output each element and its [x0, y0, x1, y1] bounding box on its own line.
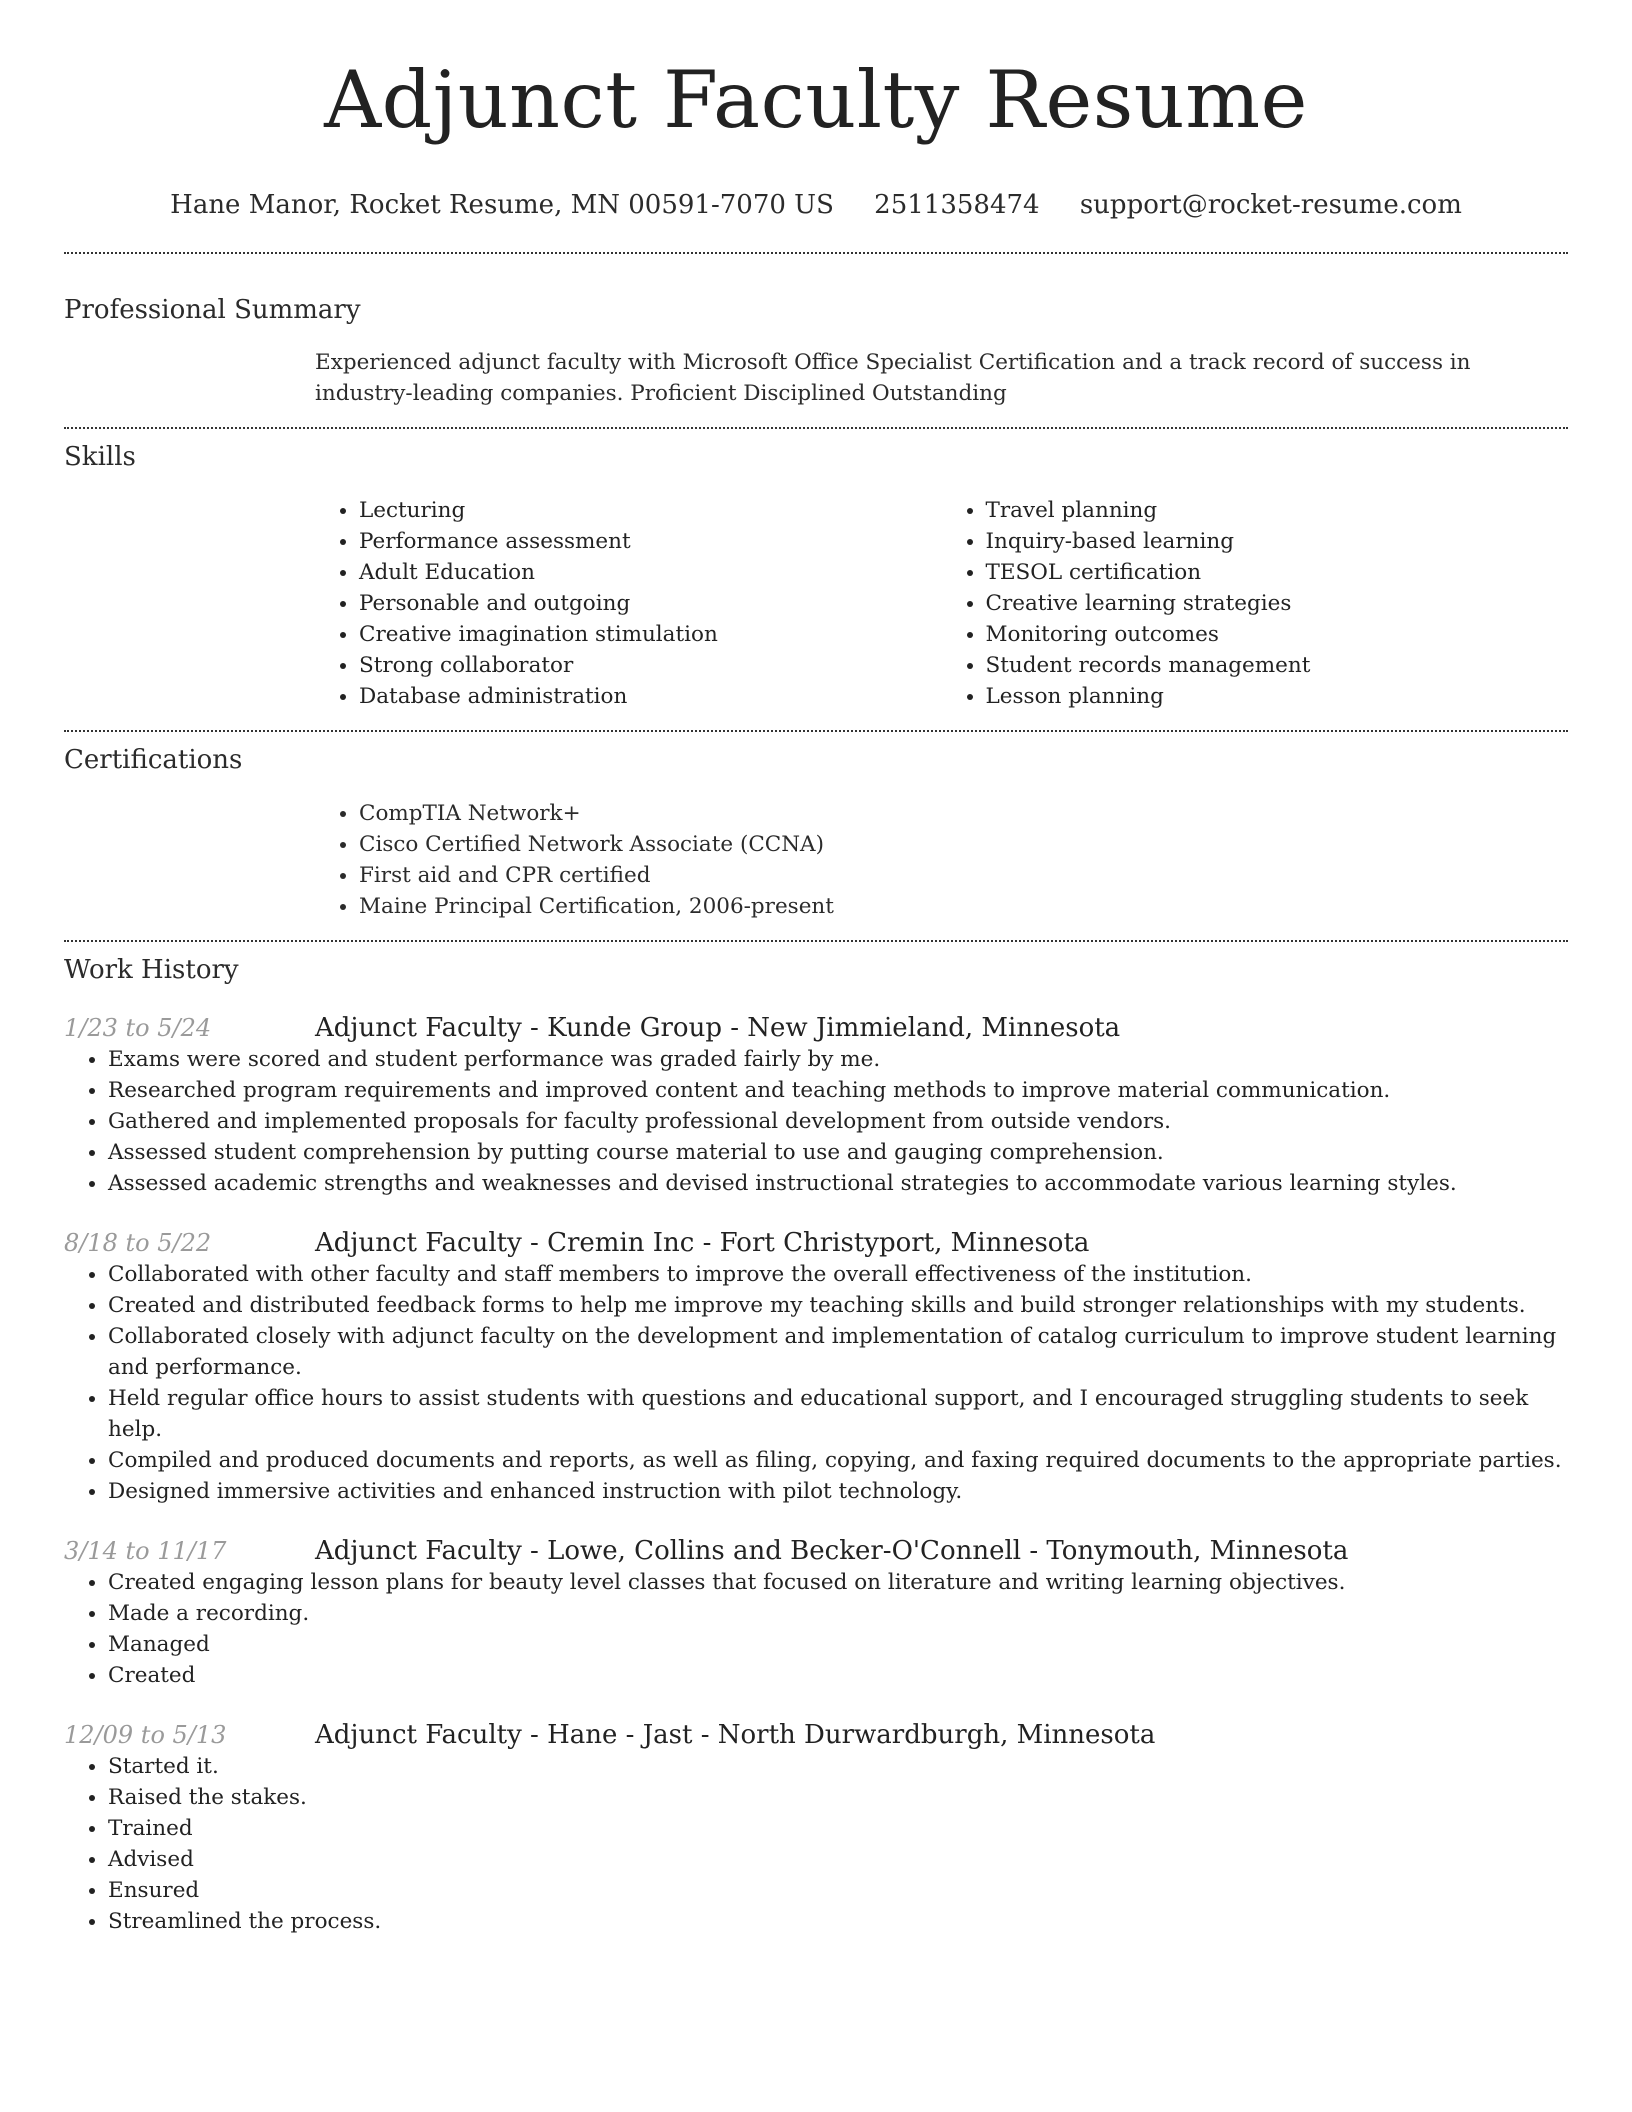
- divider: [64, 427, 1568, 429]
- contact-email: support@rocket-resume.com: [1079, 190, 1462, 220]
- job-dates: 8/18 to 5/22: [64, 1229, 212, 1257]
- certifications-block: [315, 798, 1568, 922]
- list-item: • Lesson planning: [986, 681, 1569, 712]
- certifications-section: [64, 744, 1568, 922]
- skills-section: [64, 441, 1568, 712]
- skills-list-left: [315, 495, 942, 712]
- job-entry: [64, 1535, 1568, 1691]
- section-title-certifications: Certifications: [64, 745, 243, 775]
- list-item: • Personable and outgoing: [359, 588, 942, 619]
- list-item: • Made a recording.: [108, 1598, 1568, 1629]
- job-title: Adjunct Faculty - Hane - Jast - North Durwardburgh, Minnesota: [315, 1720, 1156, 1750]
- work-history-section: [64, 954, 1568, 1937]
- list-item: • Monitoring outcomes: [986, 619, 1569, 650]
- list-item: • Exams were scored and student performance was graded fairly by me.: [108, 1044, 1568, 1075]
- divider: [64, 940, 1568, 942]
- job-entry: [64, 1227, 1568, 1507]
- list-item: • Collaborated with other faculty and staff members to improve the overall effectiveness of the institution.: [108, 1259, 1568, 1290]
- list-item: • Lecturing: [359, 495, 942, 526]
- list-item: • Designed immersive activities and enhanced instruction with pilot technology.: [108, 1476, 1568, 1507]
- list-item: • Trained: [108, 1813, 1568, 1844]
- list-item: • Raised the stakes.: [108, 1782, 1568, 1813]
- skills-list-right: [942, 495, 1569, 712]
- job-dates: 3/14 to 11/17: [64, 1537, 227, 1565]
- summary-text: Experienced adjunct faculty with Microsoft Office Specialist Certification and a track record of success in industry-leading companies. Proficient Disciplined Outstanding: [315, 350, 1471, 406]
- job-entry: [64, 1719, 1568, 1937]
- job-bullets: [64, 1751, 1568, 1937]
- list-item: • Cisco Certified Network Associate (CCNA): [359, 829, 1568, 860]
- job-header: [64, 1535, 1568, 1567]
- job-title: Adjunct Faculty - Cremin Inc - Fort Christyport, Minnesota: [315, 1228, 1090, 1258]
- list-item: • Inquiry-based learning: [986, 526, 1569, 557]
- divider: [64, 252, 1568, 254]
- summary-section: [64, 294, 1568, 409]
- job-header: [64, 1012, 1568, 1044]
- list-item: • First aid and CPR certified: [359, 860, 1568, 891]
- job-header: [64, 1719, 1568, 1751]
- list-item: • Compiled and produced documents and reports, as well as filing, copying, and faxing required documents to the appropriate parties.: [108, 1445, 1568, 1476]
- job-header: [64, 1227, 1568, 1259]
- list-item: • Gathered and implemented proposals for faculty professional development from outside vendors.: [108, 1106, 1568, 1137]
- list-item: • Researched program requirements and improved content and teaching methods to improve material communication.: [108, 1075, 1568, 1106]
- list-item: • Ensured: [108, 1875, 1568, 1906]
- list-item: • Strong collaborator: [359, 650, 942, 681]
- contact-line: [64, 188, 1568, 222]
- job-entry: [64, 1012, 1568, 1199]
- job-bullets: [64, 1044, 1568, 1199]
- list-item: • Created engaging lesson plans for beauty level classes that focused on literature and writing learning objectives.: [108, 1567, 1568, 1598]
- list-item: • Assessed academic strengths and weaknesses and devised instructional strategies to accommodate various learning styles.: [108, 1168, 1568, 1199]
- list-item: • Adult Education: [359, 557, 942, 588]
- list-item: • CompTIA Network+: [359, 798, 1568, 829]
- list-item: • Creative learning strategies: [986, 588, 1569, 619]
- section-title-work-history: Work History: [64, 955, 239, 985]
- skills-grid: [315, 495, 1568, 712]
- section-title-skills: Skills: [64, 442, 136, 472]
- list-item: • Managed: [108, 1629, 1568, 1660]
- contact-address: Hane Manor, Rocket Resume, MN 00591-7070 US: [170, 190, 834, 220]
- list-item: • Travel planning: [986, 495, 1569, 526]
- resume-title: Adjunct Faculty Resume: [324, 54, 1308, 146]
- list-item: • TESOL certification: [986, 557, 1569, 588]
- section-title-summary: Professional Summary: [64, 295, 361, 325]
- job-title: Adjunct Faculty - Lowe, Collins and Becker-O'Connell - Tonymouth, Minnesota: [315, 1536, 1349, 1566]
- list-item: • Held regular office hours to assist students with questions and educational support, and I encouraged struggling students to seek help.: [108, 1383, 1568, 1445]
- list-item: • Collaborated closely with adjunct faculty on the development and implementation of catalog curriculum to improve student learning and performance.: [108, 1321, 1568, 1383]
- certifications-list: [315, 798, 1568, 922]
- job-bullets: [64, 1567, 1568, 1691]
- list-item: • Creative imagination stimulation: [359, 619, 942, 650]
- list-item: • Created: [108, 1660, 1568, 1691]
- job-title: Adjunct Faculty - Kunde Group - New Jimmieland, Minnesota: [315, 1013, 1121, 1043]
- list-item: • Assessed student comprehension by putting course material to use and gauging comprehension.: [108, 1137, 1568, 1168]
- list-item: • Advised: [108, 1844, 1568, 1875]
- list-item: • Student records management: [986, 650, 1569, 681]
- list-item: • Database administration: [359, 681, 942, 712]
- list-item: • Maine Principal Certification, 2006-present: [359, 891, 1568, 922]
- contact-phone: 2511358474: [874, 190, 1040, 220]
- job-dates: 12/09 to 5/13: [64, 1721, 227, 1749]
- resume-page: [64, 0, 1568, 1937]
- list-item: • Streamlined the process.: [108, 1906, 1568, 1937]
- divider: [64, 730, 1568, 732]
- job-dates: 1/23 to 5/24: [64, 1014, 212, 1042]
- job-bullets: [64, 1259, 1568, 1507]
- list-item: • Started it.: [108, 1751, 1568, 1782]
- list-item: • Performance assessment: [359, 526, 942, 557]
- list-item: • Created and distributed feedback forms to help me improve my teaching skills and build stronger relationships with my students.: [108, 1290, 1568, 1321]
